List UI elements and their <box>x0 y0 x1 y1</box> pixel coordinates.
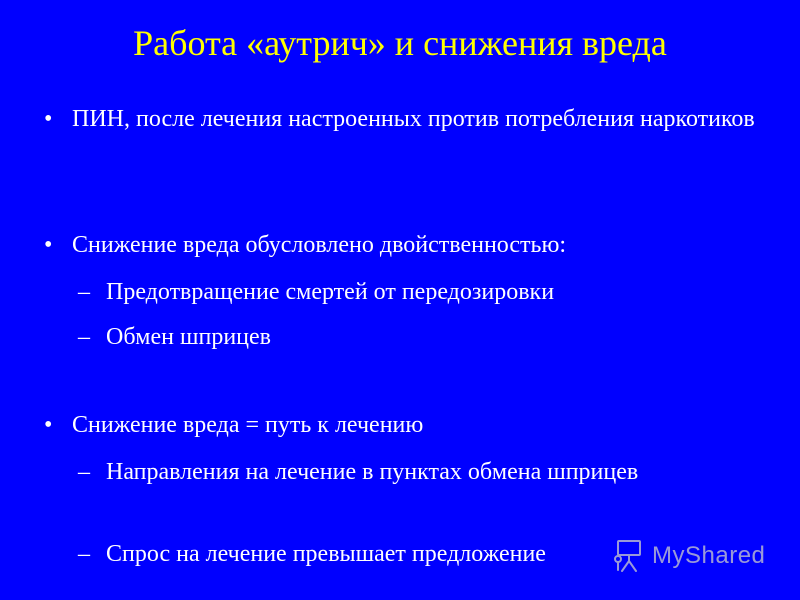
sub-bullet-marker: – <box>78 279 90 305</box>
bullet-text: Снижение вреда = путь к лечению <box>72 412 424 438</box>
sub-bullet-marker: – <box>78 459 90 485</box>
sub-bullet-text: Направления на лечение в пунктах обмена шприцев <box>106 459 639 485</box>
slide-title: Работа «аутрич» и снижения вреда <box>133 23 667 63</box>
bullet-text: Снижение вреда обусловлено двойственностью: <box>72 232 567 258</box>
sub-bullet-text: Спрос на лечение превышает предложение <box>106 541 546 567</box>
bullet-marker: • <box>44 232 53 258</box>
watermark-text: MyShared <box>652 542 766 569</box>
sub-bullet-text: Предотвращение смертей от передозировки <box>106 279 555 305</box>
bullet-text: ПИН, после лечения настроенных против потребления наркотиков <box>72 106 755 132</box>
watermark <box>612 536 782 576</box>
sub-bullet-marker: – <box>78 324 90 350</box>
bullet-marker: • <box>44 412 53 438</box>
sub-bullet-marker: – <box>78 541 90 567</box>
bullet-marker: • <box>44 106 53 132</box>
presentation-figure-icon <box>612 537 648 575</box>
sub-bullet-text: Обмен шприцев <box>106 324 271 350</box>
